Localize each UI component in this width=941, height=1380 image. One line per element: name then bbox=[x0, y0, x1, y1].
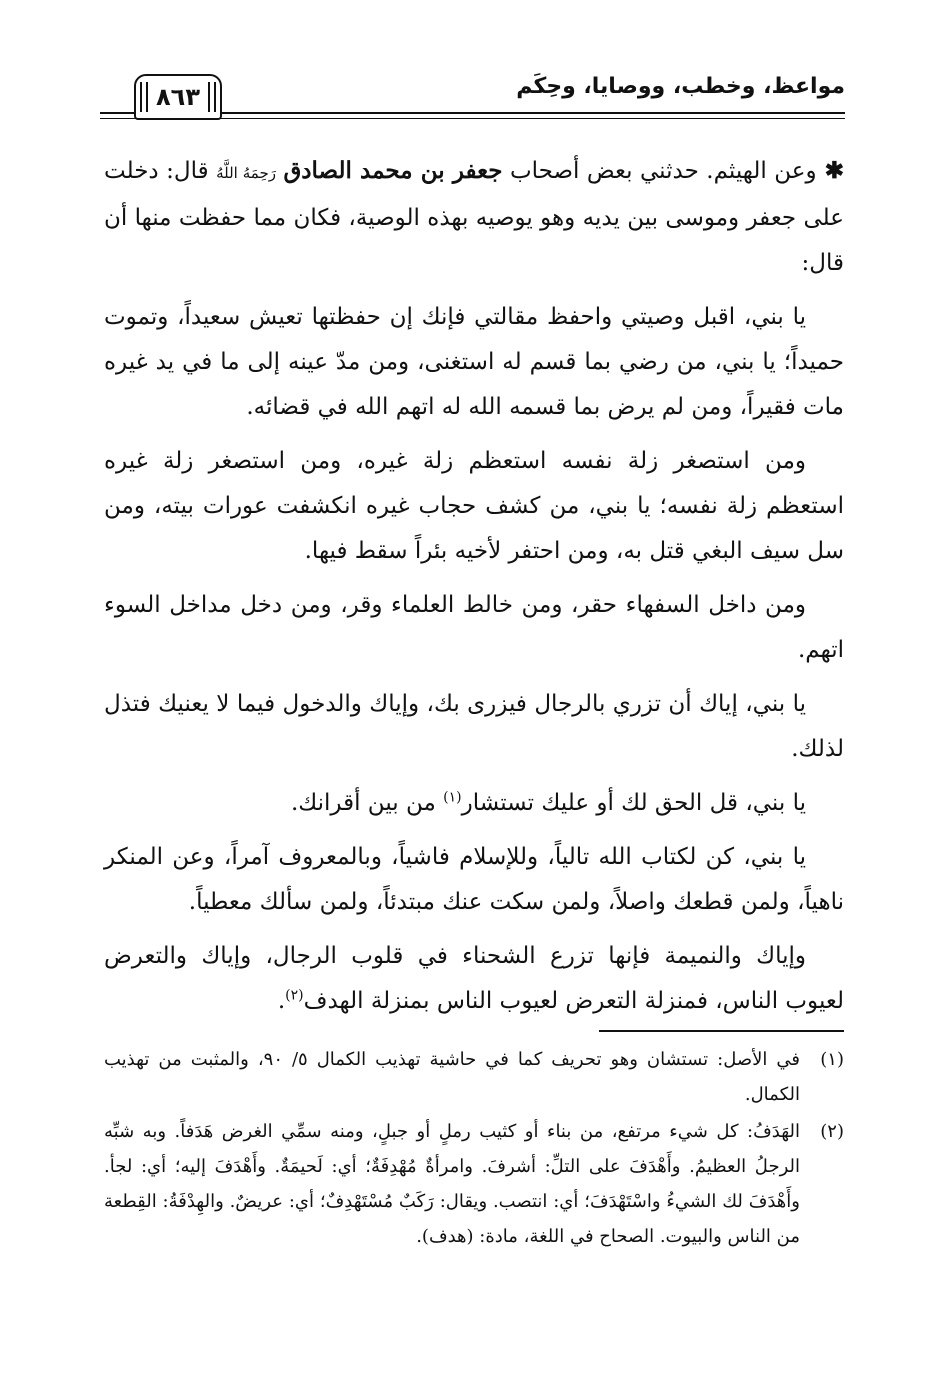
paragraph-8 bbox=[104, 934, 844, 1024]
star-icon: ✱ bbox=[816, 157, 845, 184]
footnote-2 bbox=[104, 1114, 844, 1254]
text-span: يا بني، قل الحق لك أو عليك تستشار bbox=[461, 790, 806, 816]
paragraph-3: ومن استصغر زلة نفسه استعظم زلة غيره، ومن استصغر زلة غيره استعظم زلة نفسه؛ يا بني، من كشف حجاب غيره انكشفت عورات بيته، ومن سل سيف البغي قتل به، ومن احتفر لأخيه بئراً سقط فيها. bbox=[104, 448, 844, 564]
footnote-text: في الأصل: تستشان وهو تحريف كما في حاشية تهذيب الكمال ٥/ ٩٠، والمثبت من تهذيب الكمال. bbox=[104, 1049, 800, 1105]
footnotes bbox=[104, 1042, 844, 1256]
paragraph-4: ومن داخل السفهاء حقر، ومن خالط العلماء وقر، ومن دخل مداخل السوء اتهم. bbox=[104, 592, 844, 663]
page-number: ٨٦٣ bbox=[156, 83, 200, 111]
paragraph-6 bbox=[104, 781, 844, 826]
honorific: رَحِمَهُ اللَّهُ bbox=[216, 164, 276, 182]
footnote-1 bbox=[104, 1042, 844, 1112]
page-header bbox=[100, 66, 845, 130]
footnote-number: (٢) bbox=[820, 1121, 844, 1142]
running-title: مواعظ، وخطب، ووصايا، وحِكَم bbox=[516, 74, 845, 99]
paragraph-1 bbox=[104, 148, 844, 286]
footnote-number: (١) bbox=[820, 1049, 844, 1070]
main-text bbox=[104, 148, 844, 1033]
paragraph-2: يا بني، اقبل وصيتي واحفظ مقالتي فإنك إن حفظتها تعيش سعيداً، وتموت حميداً؛ يا بني، من رضي بما قسم له استغنى، ومن مدّ عينه إلى ما في يد غيره مات فقيراً، ومن لم يرض بما قسمه الله له اتهم الله في قضائه. bbox=[104, 304, 844, 420]
text-span: وإياك والنميمة فإنها تزرع الشحناء في قلوب الرجال، وإياك والتعرض لعيوب الناس، فمنزلة التعرض لعيوب الناس بمنزلة الهدف bbox=[104, 943, 844, 1014]
footnote-separator bbox=[599, 1030, 844, 1032]
page-number-frame bbox=[134, 74, 222, 120]
text-span: . bbox=[277, 988, 286, 1014]
footnote-ref-2: (٢) bbox=[285, 987, 304, 1004]
footnote-text: الهَدَفُ: كل شيء مرتفع، من بناء أو كثيب رملٍ أو جبلٍ، ومنه سمِّي الغرض هَدَفاً. وبه شبِّه الرجلُ العظيمُ. وأَهْدَفَ على التلِّ: أشرفَ. وامرأةٌ مُهْدِفَةٌ؛ أي: لَحيمَةٌ. وأَهْدَفَ إليه؛ أي: لجأ. وأَهْدَفَ لك الشيءُ واسْتَهْدَفَ؛ أي: انتصب. ويقال: رَكَبٌ مُسْتَهْدِفٌ؛ أي: عريضٌ. والهِدْفَةُ: القِطعة من الناس والبيوت. الصحاح في اللغة، مادة: (هدف). bbox=[104, 1121, 800, 1247]
bold-name: جعفر بن محمد الصادق bbox=[283, 157, 503, 184]
footnote-ref-1: (١) bbox=[443, 789, 462, 806]
text-span: وعن الهيثم. حدثني بعض أصحاب bbox=[502, 158, 817, 184]
paragraph-5: يا بني، إياك أن تزري بالرجال فيزرى بك، وإياك والدخول فيما لا يعنيك فتذل لذلك. bbox=[104, 691, 844, 762]
text-span: قال: دخلت على جعفر وموسى بين يديه وهو يوصيه بهذه الوصية، فكان مما حفظت منها أن قال: bbox=[104, 158, 844, 276]
text-span: من بين أقرانك. bbox=[290, 790, 444, 816]
paragraph-7: يا بني، كن لكتاب الله تالياً، وللإسلام فاشياً، وبالمعروف آمراً، وعن المنكر ناهياً، ولمن قطعك واصلاً، ولمن سكت عنك مبتدئاً، ولمن سألك معطياً. bbox=[104, 844, 844, 915]
